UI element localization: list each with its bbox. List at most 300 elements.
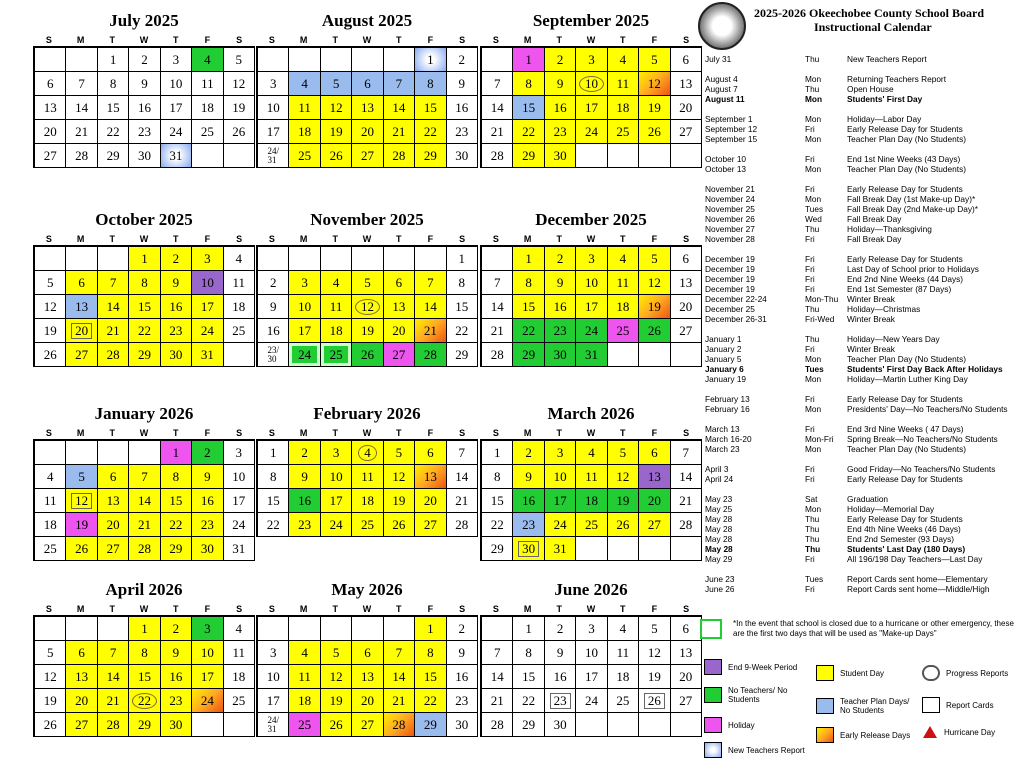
- calendar-title: [754, 6, 984, 34]
- day-number: 31: [232, 540, 246, 556]
- day-number: 18: [329, 322, 343, 338]
- day-number: 13: [75, 298, 89, 314]
- event-description: Fall Break Day (1st Make-up Day)*: [847, 194, 976, 204]
- event-description: End 1st Semester (87 Days): [847, 284, 952, 294]
- day-number: 13: [679, 75, 693, 91]
- day-number: 28: [455, 516, 469, 532]
- day-number: 15: [137, 668, 151, 684]
- day-cell: [98, 689, 129, 713]
- event-gap: [705, 564, 1020, 574]
- day-cell: [513, 343, 544, 367]
- weekday-label: S: [45, 234, 52, 244]
- day-cell: [321, 513, 352, 537]
- event-description: Early Release Day for Students: [847, 514, 963, 524]
- event-date: May 28: [705, 514, 733, 524]
- day-cell: [576, 120, 607, 144]
- day-cell: [289, 295, 320, 319]
- day-number: 26: [360, 346, 374, 362]
- day-number: 27: [360, 147, 374, 163]
- day-number: 10: [169, 75, 183, 91]
- event-row: [705, 234, 1020, 244]
- day-cell: [513, 96, 544, 120]
- event-row: [705, 574, 1020, 584]
- day-number: 11: [298, 668, 311, 684]
- day-number: 23/ 30: [267, 344, 279, 364]
- day-cell: [224, 689, 255, 713]
- day-number: 5: [651, 620, 658, 636]
- weekday-label: S: [459, 604, 466, 614]
- day-cell: [352, 465, 383, 489]
- day-cell: [608, 513, 639, 537]
- day-number: 6: [364, 644, 371, 660]
- day-cell: [258, 144, 289, 168]
- day-number: 21: [75, 123, 89, 139]
- day-cell: [671, 144, 702, 168]
- day-number: 22: [106, 123, 120, 139]
- day-cell: [447, 271, 478, 295]
- day-cell: [98, 489, 129, 513]
- day-cell: [35, 247, 66, 271]
- event-row: [705, 394, 1020, 404]
- day-number: 9: [172, 644, 180, 660]
- day-cell: [384, 96, 415, 120]
- day-number: 2: [556, 51, 564, 67]
- day-number: 17: [200, 298, 214, 314]
- day-cell: [98, 96, 129, 120]
- event-weekday: Fri: [805, 124, 815, 134]
- day-number: 27: [392, 346, 406, 362]
- day-number: 4: [301, 75, 308, 91]
- day-number: 16: [137, 99, 151, 115]
- day-cell: [639, 72, 670, 96]
- day-number: 9: [301, 468, 308, 484]
- weekday-label: M: [523, 35, 532, 45]
- day-cell: [35, 513, 66, 537]
- weekday-label: S: [683, 35, 690, 45]
- event-weekday: Fri: [805, 284, 815, 294]
- day-number: 6: [427, 444, 434, 460]
- event-date: August 11: [705, 94, 745, 104]
- day-cell: [321, 465, 352, 489]
- weekday-label: S: [492, 234, 499, 244]
- day-cell: [671, 247, 702, 271]
- weekday-label: T: [172, 35, 179, 45]
- day-number: 14: [423, 298, 437, 314]
- day-number: 28: [490, 147, 504, 163]
- day-number: 2: [172, 620, 180, 636]
- day-number: 24: [329, 516, 343, 532]
- day-number: 12: [43, 298, 57, 314]
- day-number: 15: [106, 99, 120, 115]
- day-cell: [35, 689, 66, 713]
- day-cell: [671, 441, 702, 465]
- event-weekday: Fri: [805, 234, 815, 244]
- day-number: 11: [298, 99, 311, 115]
- weekday-label: T: [556, 35, 563, 45]
- day-number: 3: [235, 444, 243, 460]
- day-cell: [384, 641, 415, 665]
- weekday-label: W: [139, 428, 149, 438]
- day-cell: [545, 641, 576, 665]
- day-cell: [608, 537, 639, 561]
- day-cell: [384, 513, 415, 537]
- day-number: 23: [298, 516, 312, 532]
- day-cell: [639, 641, 670, 665]
- event-date: February 16: [705, 404, 750, 414]
- day-cell: [98, 72, 129, 96]
- day-number: 15: [522, 99, 536, 115]
- month-title: April 2026: [105, 580, 183, 599]
- day-number: 8: [109, 75, 117, 91]
- day-cell: [352, 689, 383, 713]
- day-number: 19: [647, 99, 661, 115]
- day-number: 5: [46, 274, 54, 290]
- day-cell: [576, 144, 607, 168]
- day-number: 15: [169, 492, 183, 508]
- day-cell: [513, 319, 544, 343]
- day-cell: [482, 513, 513, 537]
- event-date: November 25: [705, 204, 755, 214]
- event-weekday: Thu: [805, 524, 820, 534]
- month-title: September 2025: [532, 11, 650, 30]
- event-row: [705, 134, 1020, 144]
- event-date: September 12: [705, 124, 758, 134]
- day-cell: [415, 72, 446, 96]
- day-number: 5: [651, 51, 658, 67]
- day-cell: [671, 343, 702, 367]
- event-gap: [705, 324, 1020, 334]
- day-cell: [129, 144, 160, 168]
- day-number: 1: [525, 250, 532, 266]
- day-cell: [258, 120, 289, 144]
- day-cell: [192, 120, 223, 144]
- day-number: 11: [201, 75, 214, 91]
- day-number: 24/ 31: [267, 145, 279, 165]
- day-number: 2: [141, 51, 148, 67]
- day-cell: [258, 465, 289, 489]
- weekday-label: F: [427, 428, 434, 438]
- day-number: 24: [584, 322, 598, 338]
- day-number: 19: [360, 322, 374, 338]
- day-cell: [224, 48, 255, 72]
- day-cell: [513, 295, 544, 319]
- day-number: 30: [553, 716, 567, 732]
- day-cell: [161, 489, 192, 513]
- day-number: 26: [43, 716, 57, 732]
- day-cell: [192, 665, 223, 689]
- day-cell: [545, 271, 576, 295]
- day-cell: [289, 641, 320, 665]
- student-day-swatch: [816, 665, 834, 681]
- event-description: Fall Break Day: [847, 214, 902, 224]
- day-number: 10: [579, 76, 604, 92]
- day-cell: [161, 343, 192, 367]
- event-row: [705, 534, 1020, 544]
- early-release-swatch: [816, 727, 834, 743]
- day-number: 8: [493, 468, 501, 484]
- day-number: 14: [490, 298, 504, 314]
- day-cell: [352, 617, 383, 641]
- day-cell: [192, 441, 223, 465]
- day-cell: [384, 120, 415, 144]
- day-number: 26: [329, 716, 343, 732]
- event-description: Students' First Day Back After Holidays: [847, 364, 1003, 374]
- event-date: October 10: [705, 154, 747, 164]
- teacher-plan-swatch: [816, 698, 834, 714]
- day-number: 13: [43, 99, 57, 115]
- day-cell: [66, 713, 97, 737]
- day-number: 4: [619, 620, 627, 636]
- day-number: 14: [106, 668, 120, 684]
- progress-report-swatch: [922, 665, 940, 681]
- day-number: 1: [458, 250, 466, 266]
- day-number: 7: [141, 468, 148, 484]
- event-date: December 19: [705, 254, 755, 264]
- weekday-label: W: [586, 35, 596, 45]
- weekday-label: M: [299, 604, 308, 614]
- event-row: [705, 284, 1020, 294]
- day-cell: [671, 48, 702, 72]
- event-date: December 19: [705, 264, 755, 274]
- day-number: 5: [46, 644, 54, 660]
- day-cell: [352, 247, 383, 271]
- event-date: May 28: [705, 544, 733, 554]
- event-description: End 2nd Nine Weeks (44 Days): [847, 274, 964, 284]
- day-cell: [35, 271, 66, 295]
- weekday-header: [480, 603, 702, 615]
- day-number: 19: [43, 692, 57, 708]
- month-title: May 2026: [331, 580, 403, 599]
- day-cell: [321, 713, 352, 737]
- day-cell: [576, 713, 607, 737]
- day-number: 22: [490, 516, 504, 532]
- weekday-header: [480, 34, 702, 46]
- event-weekday: Thu: [805, 54, 820, 64]
- event-row: [705, 504, 1020, 514]
- day-cell: [415, 441, 446, 465]
- day-number: 25: [616, 322, 630, 338]
- day-cell: [513, 465, 544, 489]
- event-description: Holiday—Labor Day: [847, 114, 922, 124]
- day-cell: [384, 343, 415, 367]
- day-cell: [415, 713, 446, 737]
- event-description: Fall Break Day (2nd Make-up Day)*: [847, 204, 978, 214]
- weekday-header: [256, 34, 478, 46]
- day-cell: [289, 72, 320, 96]
- day-number: 9: [556, 644, 564, 660]
- event-date: November 21: [705, 184, 755, 194]
- weekday-label: M: [76, 428, 85, 438]
- weekday-label: W: [362, 604, 372, 614]
- day-cell: [321, 48, 352, 72]
- day-cell: [384, 319, 415, 343]
- event-row: [705, 334, 1020, 344]
- day-cell: [608, 441, 639, 465]
- day-cell: [671, 271, 702, 295]
- day-grid: [480, 46, 702, 168]
- day-cell: [608, 96, 639, 120]
- day-cell: [258, 247, 289, 271]
- day-cell: [129, 689, 160, 713]
- day-number: 8: [141, 274, 148, 290]
- day-cell: [608, 343, 639, 367]
- day-cell: [384, 489, 415, 513]
- event-date: March 16-20: [705, 434, 752, 444]
- day-number: 9: [204, 468, 211, 484]
- day-cell: [608, 465, 639, 489]
- no-teachers-label: No Teachers/ No Students: [728, 686, 788, 704]
- day-number: 17: [232, 492, 246, 508]
- day-cell: [224, 713, 255, 737]
- day-number: 13: [679, 644, 693, 660]
- day-cell: [513, 489, 544, 513]
- day-cell: [352, 96, 383, 120]
- weekday-label: M: [299, 234, 308, 244]
- event-description: Report Cards sent home—Elementary: [847, 574, 988, 584]
- day-number: 4: [619, 51, 627, 67]
- event-description: Teacher Plan Day (No Students): [847, 354, 966, 364]
- day-number: 12: [647, 644, 661, 660]
- day-number: 3: [556, 444, 564, 460]
- day-number: 16: [200, 492, 214, 508]
- weekday-label: S: [45, 604, 52, 614]
- day-cell: [384, 665, 415, 689]
- day-cell: [224, 513, 255, 537]
- event-weekday: Mon: [805, 74, 822, 84]
- day-cell: [576, 617, 607, 641]
- day-cell: [289, 665, 320, 689]
- day-number: 14: [106, 298, 120, 314]
- day-cell: [289, 271, 320, 295]
- day-number: 26: [647, 123, 661, 139]
- weekday-label: W: [362, 234, 372, 244]
- day-number: 7: [458, 444, 466, 460]
- day-cell: [192, 96, 223, 120]
- new-teachers-swatch: [704, 742, 722, 758]
- day-cell: [415, 617, 446, 641]
- day-cell: [415, 48, 446, 72]
- day-cell: [545, 295, 576, 319]
- day-cell: [98, 617, 129, 641]
- event-row: [705, 404, 1020, 414]
- day-number: 28: [679, 516, 693, 532]
- day-cell: [192, 689, 223, 713]
- day-number: 16: [266, 322, 280, 338]
- event-date: July 31: [705, 54, 732, 64]
- day-number: 7: [493, 644, 501, 660]
- event-gap: [705, 64, 1020, 74]
- day-number: 26: [329, 147, 343, 163]
- day-cell: [545, 48, 576, 72]
- weekday-label: M: [76, 604, 85, 614]
- event-description: Teacher Plan Day (No Students): [847, 134, 966, 144]
- day-cell: [224, 247, 255, 271]
- day-number: 12: [616, 468, 630, 484]
- day-number: 4: [358, 445, 377, 461]
- day-number: 19: [329, 123, 343, 139]
- day-number: 8: [525, 274, 532, 290]
- day-number: 20: [360, 692, 374, 708]
- day-cell: [98, 441, 129, 465]
- event-row: [705, 264, 1020, 274]
- day-cell: [321, 72, 352, 96]
- day-cell: [513, 144, 544, 168]
- event-row: [705, 524, 1020, 534]
- day-cell: [161, 295, 192, 319]
- weekday-label: S: [268, 604, 275, 614]
- event-date: March 23: [705, 444, 740, 454]
- day-cell: [66, 537, 97, 561]
- event-row: [705, 74, 1020, 84]
- day-number: 25: [298, 716, 312, 732]
- day-number: 17: [329, 492, 343, 508]
- day-cell: [639, 441, 670, 465]
- day-cell: [482, 96, 513, 120]
- day-cell: [161, 537, 192, 561]
- day-cell: [192, 513, 223, 537]
- day-number: 30: [455, 147, 469, 163]
- day-cell: [161, 144, 192, 168]
- day-cell: [129, 713, 160, 737]
- event-weekday: Fri-Wed: [805, 314, 835, 324]
- day-number: 17: [169, 99, 183, 115]
- day-number: 1: [141, 250, 148, 266]
- day-number: 6: [651, 444, 658, 460]
- day-cell: [129, 319, 160, 343]
- day-number: 3: [301, 274, 308, 290]
- day-number: 16: [522, 492, 536, 508]
- day-number: 3: [332, 444, 340, 460]
- end-9-week-label: End 9-Week Period: [728, 662, 798, 672]
- day-cell: [192, 72, 223, 96]
- event-weekday: Thu: [805, 304, 820, 314]
- day-cell: [576, 441, 607, 465]
- day-number: 6: [364, 75, 371, 91]
- day-number: 30: [137, 147, 151, 163]
- weekday-label: T: [619, 35, 626, 45]
- day-number: 25: [232, 322, 246, 338]
- day-number: 14: [455, 468, 469, 484]
- day-number: 8: [427, 644, 434, 660]
- day-cell: [35, 96, 66, 120]
- school-board-seal-icon: [698, 2, 746, 50]
- day-cell: [66, 465, 97, 489]
- event-weekday: Mon: [805, 194, 822, 204]
- day-cell: [384, 713, 415, 737]
- day-cell: [639, 489, 670, 513]
- day-number: 24: [553, 516, 567, 532]
- day-number: 13: [360, 99, 374, 115]
- day-number: 11: [616, 274, 630, 290]
- day-number: 29: [522, 716, 536, 732]
- day-number: 9: [556, 274, 564, 290]
- day-number: 2: [525, 444, 532, 460]
- day-cell: [129, 441, 160, 465]
- day-number: 22: [522, 322, 536, 338]
- day-cell: [482, 295, 513, 319]
- month-title: December 2025: [535, 210, 647, 229]
- day-cell: [447, 72, 478, 96]
- day-cell: [384, 465, 415, 489]
- day-number: 20: [360, 123, 374, 139]
- day-number: 26: [392, 516, 406, 532]
- day-cell: [576, 271, 607, 295]
- day-number: 12: [329, 99, 343, 115]
- weekday-label: F: [651, 35, 658, 45]
- day-number: 1: [172, 444, 180, 460]
- day-cell: [482, 537, 513, 561]
- day-cell: [161, 48, 192, 72]
